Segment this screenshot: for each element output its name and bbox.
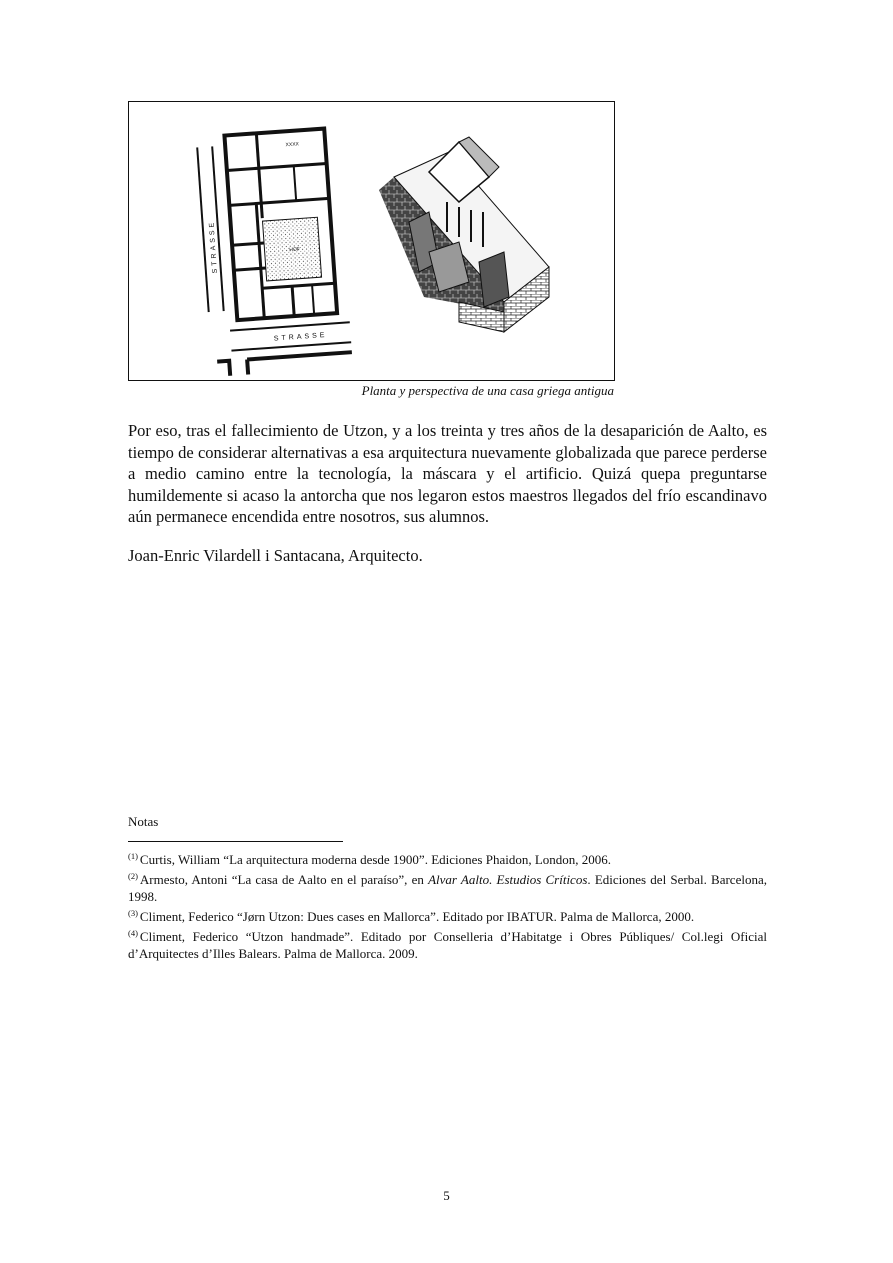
plan-label-street-left: STRASSE xyxy=(208,219,220,274)
note-item: $^{(1)}$ Curtis, William “La arquitectura moderna desde 1900”. Ediciones Phaidon, London, 2006. xyxy=(128,851,612,867)
note-number: (1) xyxy=(128,851,138,861)
figure-caption: Planta y perspectiva de una casa griega antigua xyxy=(361,383,614,398)
notes-list xyxy=(128,848,767,962)
note-number: (3) xyxy=(128,908,138,918)
plan-label-room: XXXX xyxy=(285,141,300,149)
body-paragraph: Por eso, tras el fallecimiento de Utzon, y a los treinta y tres años de la desaparición de Aalto, es tiempo de considerar alternativas a esa arquitectura nuevamente globalizada que parece perderse a medio camino entre la tecnología, la máscara y el artificio. Quizá quepa preguntarse humildemente si acaso la antorcha que nos legaron estos maestros llegados del frío escandinavo aún permanece encendida entre nosotros, sus alumnos. xyxy=(128,421,767,526)
note-number: (4) xyxy=(128,928,138,938)
note-number: (2) xyxy=(128,871,138,881)
note-item: $^{(2)}$ Armesto, Antoni “La casa de Aalto en el paraíso”, en Alvar Aalto. Estudios Críticos. Ediciones del Serbal. Barcelona, 1998. xyxy=(128,871,767,904)
notes-divider xyxy=(128,841,343,842)
notes-heading: Notas xyxy=(128,814,159,829)
greek-house-drawing xyxy=(129,102,615,381)
plan-label-courtyard: HOF xyxy=(289,246,301,254)
note-item: $^{(3)}$ Climent, Federico “Jørn Utzon: Dues cases en Mallorca”. Editado por IBATUR. Palma de Mallorca, 2000. xyxy=(128,908,695,924)
plan-label-street-bottom: STRASSE xyxy=(273,331,328,343)
greek-house-figure xyxy=(128,101,615,381)
note-item: $^{(4)}$ Climent, Federico “Utzon handmade”. Editado por Conselleria d’Habitatge i Obres Públiques/ Col.legi Oficial d’Arquitectes d’Illes Balears. Palma de Mallorca. 2009. xyxy=(128,928,767,961)
page-number: 5 xyxy=(443,1188,450,1203)
perspective-view xyxy=(379,137,549,332)
floor-plan xyxy=(197,128,353,377)
note-book-title: Alvar Aalto. Estudios Críticos xyxy=(428,872,588,887)
author-signature: Joan-Enric Vilardell i Santacana, Arquitecto. xyxy=(128,546,423,565)
